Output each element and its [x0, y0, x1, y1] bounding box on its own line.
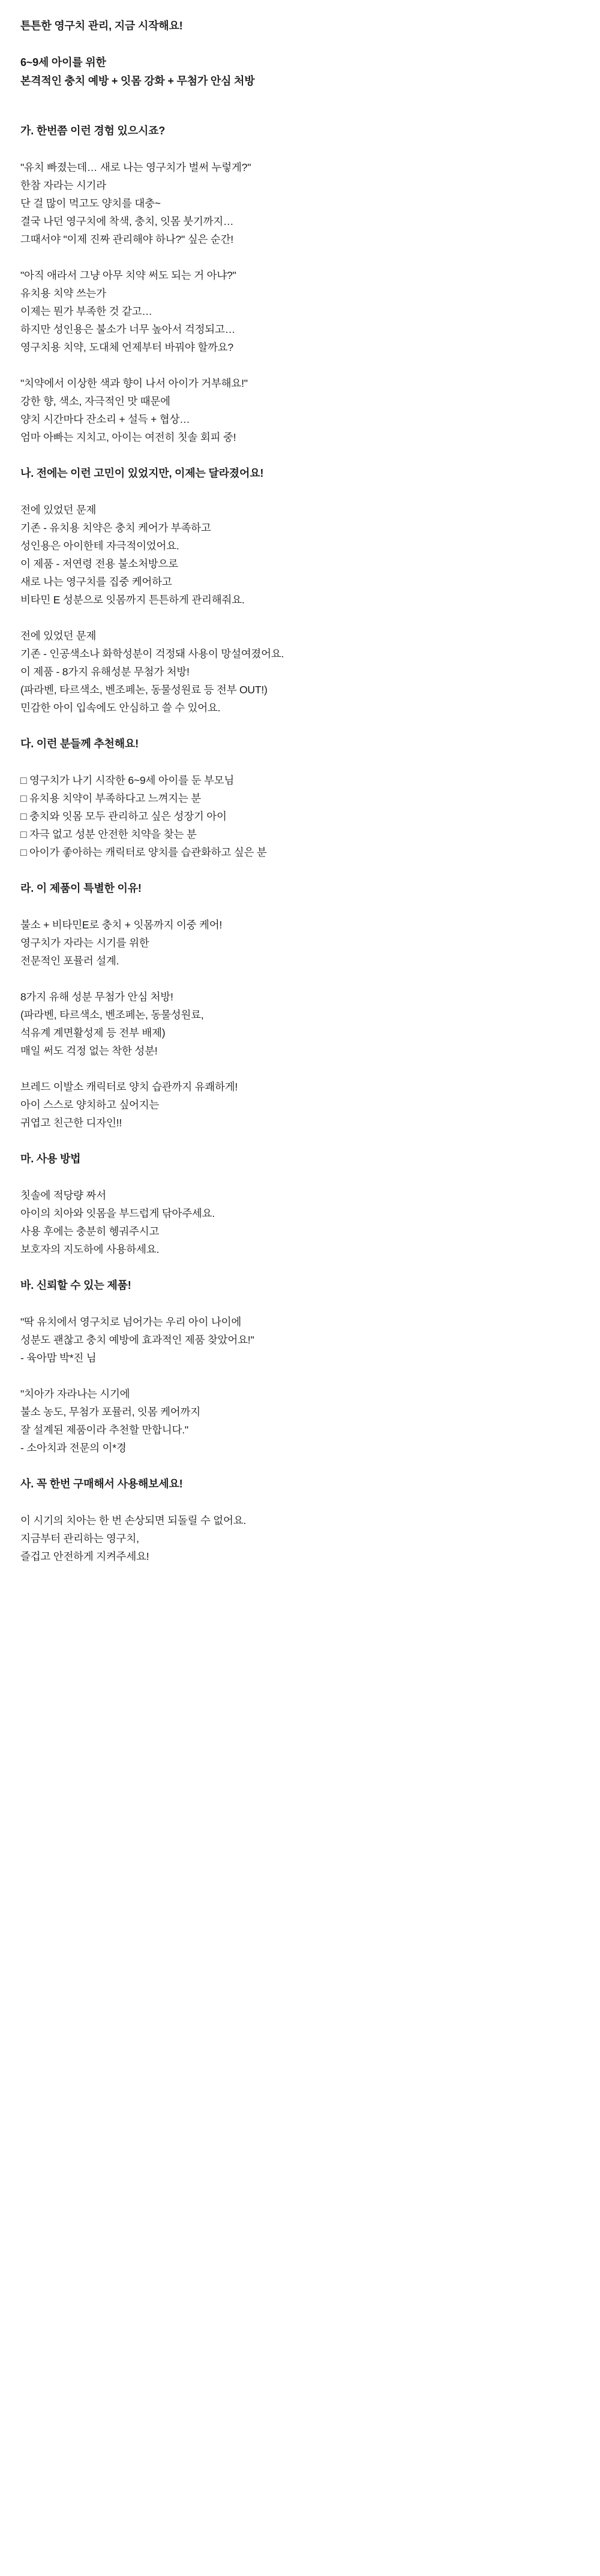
section-e-heading: 마. 사용 방법	[20, 1153, 81, 1165]
text-line: 비타민 E 성분으로 잇몸까지 튼튼하게 관리해줘요.	[20, 594, 245, 606]
section-e-heading-block	[20, 1150, 580, 1168]
section-a-group-2	[20, 266, 580, 356]
checklist-item: □ 유치용 치약이 부족하다고 느껴지는 분	[20, 792, 201, 804]
text-line: 양치 시간마다 잔소리 + 설득 + 협상…	[20, 413, 190, 425]
section-f-testimonial-2	[20, 1385, 580, 1457]
text-line: 결국 나던 영구치에 착색, 충치, 잇몸 붓기까지…	[20, 215, 234, 227]
page-title: 튼튼한 영구치 관리, 지금 시작해요!	[20, 20, 183, 32]
text-line: 기존 - 인공색소나 화학성분이 걱정돼 사용이 망설여졌어요.	[20, 648, 284, 660]
text-line: 귀엽고 친근한 디자인!!	[20, 1117, 122, 1129]
text-line: "치약에서 이상한 색과 향이 나서 아이가 거부해요!"	[20, 377, 248, 389]
text-line: 즐겁고 안전하게 지켜주세요!	[20, 1550, 149, 1562]
subtitle-line-1: 6~9세 아이를 위한	[20, 56, 106, 68]
section-b-heading-block	[20, 464, 580, 483]
text-line: 전에 있었던 문제	[20, 504, 97, 516]
checklist-item: □ 충치와 잇몸 모두 관리하고 싶은 성장기 아이	[20, 810, 227, 822]
text-line: 불소 농도, 무첨가 포뮬러, 잇몸 케어까지	[20, 1406, 200, 1418]
text-line: 엄마 아빠는 지치고, 아이는 여전히 칫솔 회피 중!	[20, 431, 236, 443]
checklist-item: □ 영구치가 나기 시작한 6~9세 아이를 둔 부모님	[20, 774, 235, 786]
text-line: 민감한 아이 입속에도 안심하고 쓸 수 있어요.	[20, 702, 221, 714]
section-g-heading: 사. 꼭 한번 구매해서 사용해보세요!	[20, 1478, 183, 1490]
subtitle-line-2: 본격적인 충치 예방 + 잇몸 강화 + 무첨가 안심 처방	[20, 75, 255, 87]
section-b-group-1	[20, 501, 580, 609]
text-line: 이 제품 - 저연령 전용 불소처방으로	[20, 558, 178, 570]
text-line: 아이의 치아와 잇몸을 부드럽게 닦아주세요.	[20, 1207, 215, 1219]
section-c-heading: 다. 이런 분들께 추천해요!	[20, 738, 139, 750]
text-line: 그때서야 "이제 진짜 관리해야 하나?" 싶은 순간!	[20, 233, 233, 245]
section-g-heading-block	[20, 1475, 580, 1493]
section-d-heading-block	[20, 879, 580, 898]
section-a-heading: 가. 한번쯤 이런 경험 있으시죠?	[20, 125, 166, 137]
section-d-group-1	[20, 916, 580, 970]
text-line: 영구치가 자라는 시기를 위한	[20, 937, 149, 949]
text-line: 강한 향, 색소, 자극적인 맛 때문에	[20, 395, 170, 407]
checklist-item: □ 아이가 좋아하는 캐릭터로 양치를 습관화하고 싶은 분	[20, 846, 267, 858]
section-a-heading-block	[20, 122, 580, 140]
text-line: 불소 + 비타민E로 충치 + 잇몸까지 이중 케어!	[20, 919, 223, 931]
spacer	[20, 109, 580, 122]
section-d-group-3	[20, 1078, 580, 1132]
text-line: 잘 설계된 제품이라 추천할 만합니다."	[20, 1424, 188, 1436]
text-line: 전문적인 포뮬러 설계.	[20, 955, 119, 967]
text-line: 이 제품 - 8가지 유해성분 무첨가 처방!	[20, 666, 190, 678]
text-line: 이 시기의 치아는 한 번 손상되면 되돌릴 수 없어요.	[20, 1514, 247, 1526]
section-c-checklist	[20, 771, 580, 861]
section-d-heading: 라. 이 제품이 특별한 이유!	[20, 882, 142, 894]
section-d-group-2	[20, 988, 580, 1060]
text-line: 유치용 치약 쓰는가	[20, 287, 106, 299]
text-line: "아직 애라서 그냥 아무 치약 써도 되는 거 아냐?"	[20, 269, 236, 281]
text-line: 지금부터 관리하는 영구치,	[20, 1532, 139, 1544]
text-line: 성분도 괜찮고 충치 예방에 효과적인 제품 찾았어요!"	[20, 1334, 254, 1346]
text-line: 하지만 성인용은 불소가 너무 높아서 걱정되고…	[20, 323, 236, 335]
section-c-heading-block	[20, 735, 580, 753]
text-line: 단 걸 많이 먹고도 양치를 대충~	[20, 197, 161, 209]
text-line: 아이 스스로 양치하고 싶어지는	[20, 1099, 160, 1111]
text-line: (파라벤, 타르색소, 벤조페논, 동물성원료,	[20, 1009, 204, 1021]
section-e-group-1	[20, 1186, 580, 1258]
subtitle-block	[20, 53, 580, 91]
text-line: 보호자의 지도하에 사용하세요.	[20, 1243, 160, 1255]
section-b-heading: 나. 전에는 이런 고민이 있었지만, 이제는 달라졌어요!	[20, 467, 264, 479]
section-f-testimonial-1	[20, 1313, 580, 1367]
text-line: 사용 후에는 충분히 헹궈주시고	[20, 1225, 160, 1237]
text-line: "치아가 자라나는 시기에	[20, 1388, 130, 1400]
checklist-item: □ 자극 없고 성분 안전한 치약을 찾는 분	[20, 828, 197, 840]
testimonial-author: - 육아맘 박*진 님	[20, 1352, 97, 1364]
text-line: 브레드 이발소 캐릭터로 양치 습관까지 유쾌하게!	[20, 1081, 238, 1093]
text-line: 한참 자라는 시기라	[20, 179, 106, 191]
text-line: 영구치용 치약, 도대체 언제부터 바꿔야 할까요?	[20, 341, 233, 353]
text-line: 매일 써도 걱정 없는 착한 성분!	[20, 1045, 158, 1057]
text-line: (파라벤, 타르색소, 벤조페논, 동물성원료 등 전부 OUT!)	[20, 684, 268, 696]
page-title-block	[20, 17, 580, 35]
text-line: 이제는 뭔가 부족한 것 같고…	[20, 305, 152, 317]
section-f-heading-block	[20, 1276, 580, 1295]
text-line: 칫솔에 적당량 짜서	[20, 1189, 106, 1201]
text-line: 성인용은 아이한테 자극적이었어요.	[20, 540, 179, 552]
text-line: 석유계 계면활성제 등 전부 배제)	[20, 1027, 166, 1039]
text-line: 전에 있었던 문제	[20, 630, 97, 642]
text-line: 기존 - 유치용 치약은 충치 케어가 부족하고	[20, 522, 211, 534]
section-f-heading: 바. 신뢰할 수 있는 제품!	[20, 1279, 131, 1291]
text-line: 8가지 유해 성분 무첨가 안심 처방!	[20, 991, 173, 1003]
text-line: "딱 유치에서 영구치로 넘어가는 우리 아이 나이에	[20, 1316, 242, 1328]
text-line: 새로 나는 영구치를 집중 케어하고	[20, 576, 172, 588]
section-b-group-2	[20, 627, 580, 717]
section-g-group-1	[20, 1511, 580, 1565]
text-line: "유치 빠졌는데… 새로 나는 영구치가 벌써 누렇게?"	[20, 161, 251, 173]
section-a-group-3	[20, 374, 580, 446]
section-a-group-1	[20, 158, 580, 248]
testimonial-author: - 소아치과 전문의 이*경	[20, 1442, 127, 1454]
